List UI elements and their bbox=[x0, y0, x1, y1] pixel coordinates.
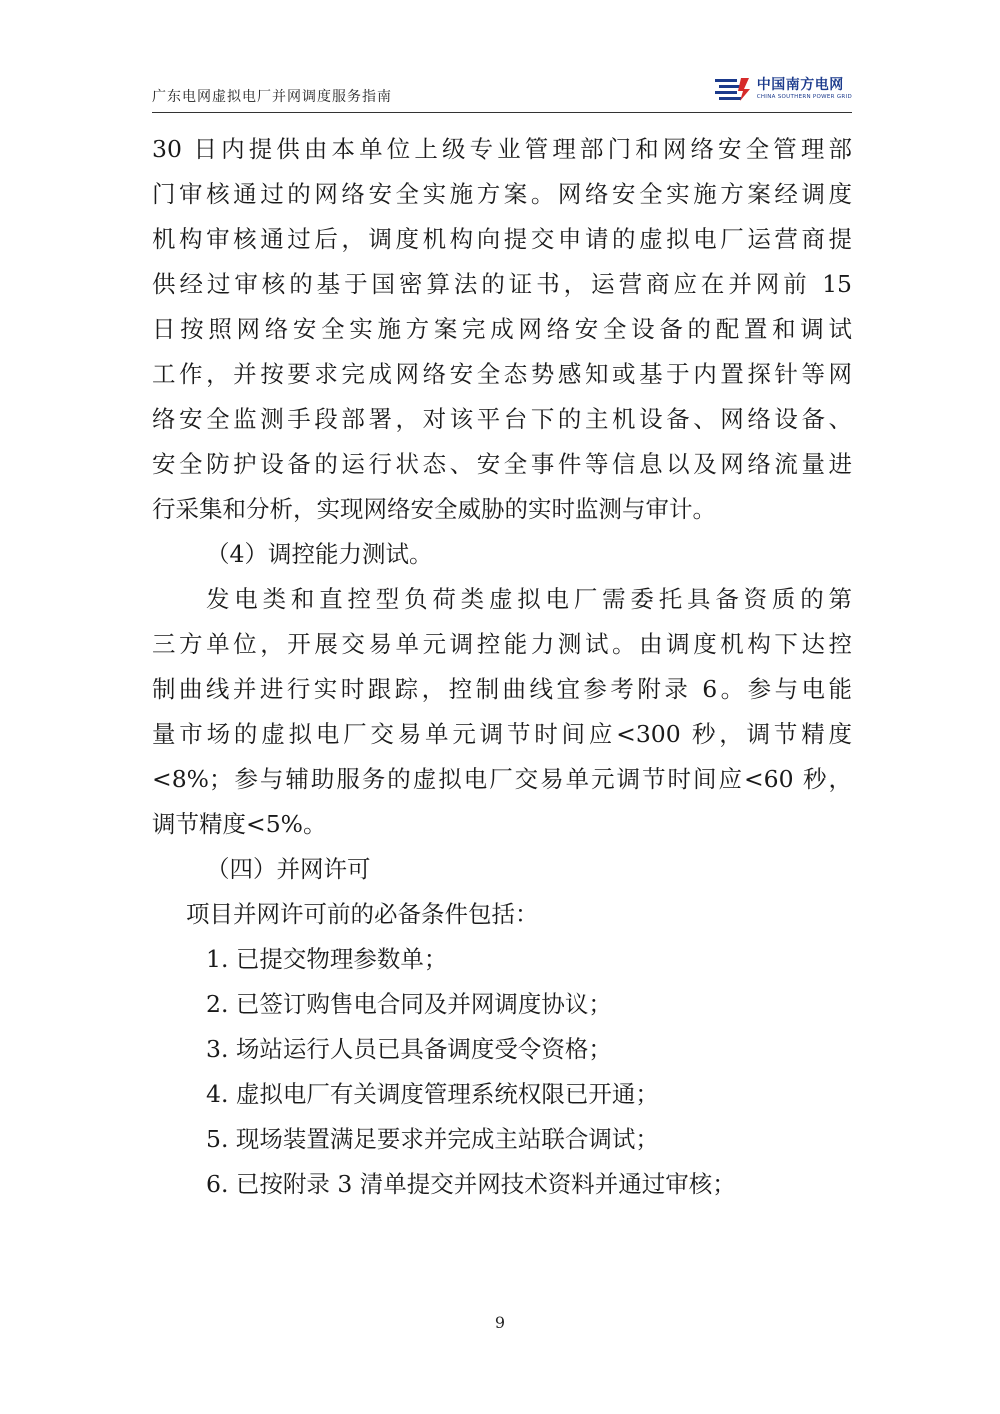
logo-english-text: CHINA SOUTHERN POWER GRID bbox=[756, 93, 852, 100]
paragraph-line: <8%；参与辅助服务的虚拟电厂交易单元调节时间应<60 秒， bbox=[152, 765, 852, 793]
paragraph-line: 30 日内提供由本单位上级专业管理部门和网络安全管理部 bbox=[152, 135, 852, 163]
paragraph-line: 三方单位，开展交易单元调控能力测试。由调度机构下达控 bbox=[152, 630, 852, 658]
paragraph-line: 络安全监测手段部署，对该平台下的主机设备、网络设备、 bbox=[152, 405, 852, 433]
paragraph-line: 安全防护设备的运行状态、安全事件等信息以及网络流量进 bbox=[152, 450, 852, 478]
condition-item: 2. 已签订购售电合同及并网调度协议； bbox=[206, 990, 612, 1018]
condition-item: 4. 虚拟电厂有关调度管理系统权限已开通； bbox=[206, 1080, 659, 1108]
paragraph-line: 供经过审核的基于国密算法的证书，运营商应在并网前 15 bbox=[152, 270, 852, 298]
conditions-intro: 项目并网许可前的必备条件包括： bbox=[186, 900, 539, 928]
paragraph-line: 制曲线并进行实时跟踪，控制曲线宜参考附录 6。参与电能 bbox=[152, 675, 852, 703]
paragraph-line: 日按照网络安全实施方案完成网络安全设备的配置和调试 bbox=[152, 315, 852, 343]
page-number: 9 bbox=[494, 1313, 506, 1332]
header-title: 广东电网虚拟电厂并网调度服务指南 bbox=[152, 89, 392, 105]
paragraph-line: 行采集和分析，实现网络安全威胁的实时监测与审计。 bbox=[152, 495, 716, 523]
document-body bbox=[152, 127, 852, 1207]
condition-item: 5. 现场装置满足要求并完成主站联合调试； bbox=[206, 1125, 659, 1153]
page-header bbox=[152, 66, 852, 110]
paragraph-line: 工作，并按要求完成网络安全态势感知或基于内置探针等网 bbox=[152, 360, 852, 388]
paragraph-line: 调节精度<5%。 bbox=[152, 810, 327, 838]
condition-item: 1. 已提交物理参数单； bbox=[206, 945, 448, 973]
logo-chinese-text: 中国南方电网 bbox=[756, 76, 844, 93]
power-grid-logo-icon bbox=[713, 76, 753, 102]
section-heading-grid-permit: （四）并网许可 bbox=[206, 855, 371, 883]
paragraph-line: 发电类和直控型负荷类虚拟电厂需委托具备资质的第 bbox=[206, 585, 852, 613]
paragraph-line: 机构审核通过后，调度机构向提交申请的虚拟电厂运营商提 bbox=[152, 225, 852, 253]
china-southern-power-grid-logo bbox=[713, 72, 852, 106]
paragraph-line: 量市场的虚拟电厂交易单元调节时间应<300 秒，调节精度 bbox=[152, 720, 852, 748]
paragraph-line: 门审核通过的网络安全实施方案。网络安全实施方案经调度 bbox=[152, 180, 852, 208]
condition-item: 3. 场站运行人员已具备调度受令资格； bbox=[206, 1035, 612, 1063]
subheading-capability-test: （4）调控能力测试。 bbox=[206, 540, 433, 568]
header-divider bbox=[152, 112, 852, 113]
condition-item: 6. 已按附录 3 清单提交并网技术资料并通过审核； bbox=[206, 1170, 736, 1198]
